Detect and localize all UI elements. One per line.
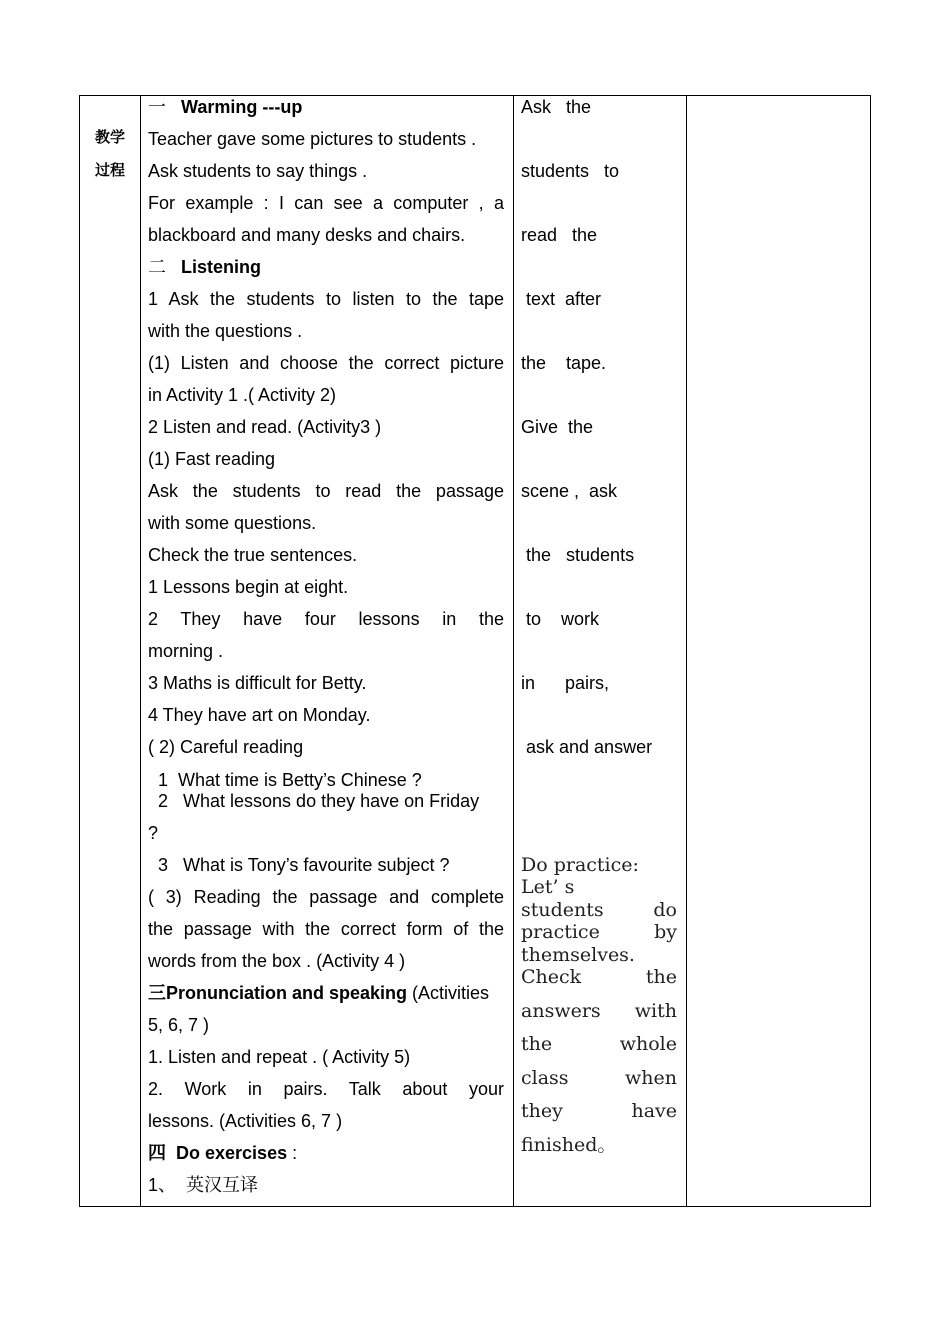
practice-line: answers with	[521, 1000, 677, 1022]
pronunciation-line: 2. Work in pairs. Talk about your	[148, 1079, 504, 1099]
activity-line: students to	[521, 161, 620, 181]
listening-line: 2 Listen and read. (Activity3 )	[148, 417, 382, 437]
row-label-line-1: 教学	[94, 128, 125, 146]
warmup-line: Ask students to say things .	[148, 161, 368, 181]
column-divider	[140, 96, 141, 1206]
activity-line: read the	[521, 225, 598, 245]
listening-line: (1) Fast reading	[148, 449, 276, 469]
column-divider	[513, 96, 514, 1206]
question-line: 1 What time is Betty’s Chinese ?	[148, 770, 422, 790]
practice-line: themselves.	[521, 944, 635, 966]
careful-reading-heading: ( 2) Careful reading	[148, 737, 304, 757]
pronunciation-line: 1. Listen and repeat . ( Activity 5)	[148, 1047, 411, 1067]
true-sentence: 4 They have art on Monday.	[148, 705, 371, 725]
warmup-heading: 一 Warming ---up	[148, 97, 303, 118]
true-sentence: 3 Maths is difficult for Betty.	[148, 673, 367, 693]
listening-line: Ask the students to read the passage	[148, 481, 504, 501]
exercise-item: 1、 英汉互译	[148, 1175, 259, 1196]
true-sentence: 2 They have four lessons in the	[148, 609, 504, 629]
listening-line: with the questions .	[148, 321, 303, 341]
true-sentence: morning .	[148, 641, 224, 661]
pronunciation-line: 5, 6, 7 )	[148, 1015, 210, 1035]
listening-heading: 二 Listening	[148, 257, 262, 278]
question-line: ?	[148, 823, 159, 843]
reading-line: the passage with the correct form of the	[148, 919, 504, 939]
true-sentence: 1 Lessons begin at eight.	[148, 577, 349, 597]
activity-line: the tape.	[521, 353, 607, 373]
reading-line: ( 3) Reading the passage and complete	[148, 887, 504, 907]
activity-line: scene , ask	[521, 481, 618, 501]
activity-line: to work	[521, 609, 600, 629]
activity-line: Ask the	[521, 97, 592, 117]
warmup-line: For example : I can see a computer , a	[148, 193, 504, 213]
question-line: 2 What lessons do they have on Friday	[148, 791, 480, 811]
exercises-heading: 四 Do exercises :	[148, 1143, 298, 1164]
activity-line: the students	[521, 545, 635, 565]
practice-line: Let’ s	[521, 876, 575, 898]
reading-line: words from the box . (Activity 4 )	[148, 951, 406, 971]
activity-line: ask and answer	[521, 737, 653, 757]
question-line: 3 What is Tony’s favourite subject ?	[148, 855, 450, 875]
warmup-line: Teacher gave some pictures to students .	[148, 129, 477, 149]
listening-line: in Activity 1 .( Activity 2)	[148, 385, 337, 405]
practice-line: Check the	[521, 966, 677, 988]
activity-line: in pairs,	[521, 673, 610, 693]
lesson-plan-table	[79, 95, 871, 1207]
listening-line: (1) Listen and choose the correct picture	[148, 353, 504, 373]
column-divider	[686, 96, 687, 1206]
warmup-line: blackboard and many desks and chairs.	[148, 225, 466, 245]
practice-line: finished。	[521, 1134, 617, 1156]
listening-line: with some questions.	[148, 513, 317, 533]
practice-line: Do practice:	[521, 854, 639, 876]
listening-line: Check the true sentences.	[148, 545, 358, 565]
listening-line: 1 Ask the students to listen to the tape	[148, 289, 504, 309]
practice-line: they have	[521, 1100, 677, 1122]
pronunciation-line: lessons. (Activities 6, 7 )	[148, 1111, 343, 1131]
row-label-line-2: 过程	[94, 161, 125, 179]
activity-line: Give the	[521, 417, 594, 437]
activity-line: text after	[521, 289, 602, 309]
practice-line: practice by	[521, 921, 677, 943]
practice-line: class when	[521, 1067, 677, 1089]
pronunciation-heading: 三Pronunciation and speaking (Activities	[148, 983, 490, 1004]
practice-line: the whole	[521, 1033, 677, 1055]
practice-line: students do	[521, 899, 677, 921]
